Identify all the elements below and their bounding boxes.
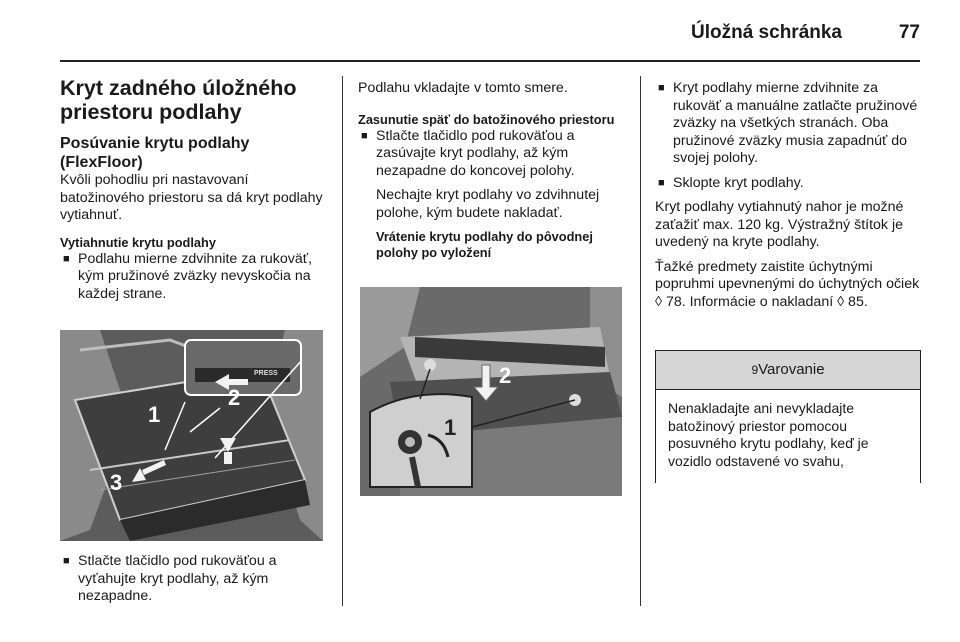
figure-callout-2: 2 xyxy=(499,363,512,388)
bullet-icon: ■ xyxy=(658,176,665,189)
procedure-heading: Zasunutie späť do batožinového priestoru xyxy=(358,111,615,127)
warning-box xyxy=(655,350,921,483)
column-left xyxy=(60,76,330,310)
bullet-icon: ■ xyxy=(63,555,70,567)
section-title: Kryt zadného úložného priestoru podlahy xyxy=(60,76,297,124)
figure-floor-return xyxy=(360,287,622,496)
list-item-text: Sklopte kryt podlahy. xyxy=(673,174,804,191)
page-header-title: Úložná schránka xyxy=(691,22,842,43)
paragraph: Kryt podlahy vytiahnutý nahor je možné zaťažiť max. 120 kg. Výstražný štítok je uvedený na kryte podlahy. xyxy=(655,199,904,250)
list-item-text: Stlačte tlačidlo pod rukoväťou a zasúvajte kryt podlahy, až kým nezapadne do koncovej polohy. xyxy=(376,127,575,179)
column-left-bottom xyxy=(60,553,330,613)
procedure-heading: Vrátenie krytu podlahy do pôvodnej polohy po vyložení xyxy=(376,229,593,260)
column-divider xyxy=(640,76,641,606)
subsection-title: Posúvanie krytu podlahy (FlexFloor) xyxy=(60,135,250,171)
figure-callout-1: 1 xyxy=(148,402,161,427)
bullet-icon: ■ xyxy=(658,82,665,94)
list-item-text: Kryt podlahy mierne zdvihnite za rukoväť a manuálne zatlačte pružinové zväzky na všetkých stranách. Oba pružinové zväzky musia zapadnúť do svojej polohy. xyxy=(673,80,918,166)
list-item xyxy=(655,175,923,193)
figure-press-label: PRESS xyxy=(254,370,278,377)
bullet-icon: ■ xyxy=(63,252,70,265)
procedure-heading: Vytiahnutie krytu podlahy xyxy=(60,234,216,250)
paragraph: Ťažké predmety zaistite úchytnými popruhmi upevnenými do úchytných očiek ◊ 78. Informácie o nakladaní ◊ 85. xyxy=(655,258,920,310)
figure-floor-pull-out xyxy=(60,330,323,541)
column-divider xyxy=(342,76,343,606)
list-item-text: Stlačte tlačidlo pod rukoväťou a vyťahujte kryt podlahy, až kým nezapadne. xyxy=(78,553,277,604)
column-right xyxy=(655,80,923,318)
list-item xyxy=(60,553,330,606)
page-number: 77 xyxy=(898,22,920,43)
bullet-icon: ■ xyxy=(361,129,368,142)
warning-text: Nenakladajte ani nevykladajte batožinový priestor pomocou posuvného krytu podlahy, keď je vozidlo odstavené vo svahu, xyxy=(668,400,869,469)
paragraph: Podlahu vkladajte v tomto smere. xyxy=(358,80,568,96)
list-item xyxy=(60,251,330,304)
list-item xyxy=(358,128,626,181)
warning-header xyxy=(656,351,920,390)
intro-text: Kvôli pohodliu pri nastavovaní batožinového priestoru sa dá kryt podlahy vytiahnuť. xyxy=(60,172,323,223)
paragraph: Nechajte kryt podlahy vo zdvihnutej polohe, kým budete nakladať. xyxy=(376,187,600,221)
list-item xyxy=(655,80,923,168)
figure-illustration xyxy=(360,287,622,496)
warning-icon: 9 xyxy=(751,363,759,378)
column-middle xyxy=(358,80,626,261)
figure-illustration xyxy=(60,330,323,541)
header-rule xyxy=(60,60,920,62)
figure-callout-3: 3 xyxy=(110,470,123,495)
list-item-text: Podlahu mierne zdvihnite za rukoväť, kým pružinové zväzky nevyskočia na každej strane. xyxy=(78,250,313,302)
figure-callout-2: 2 xyxy=(228,385,241,410)
figure-callout-1: 1 xyxy=(444,415,457,440)
warning-title: Varovanie xyxy=(758,361,825,378)
